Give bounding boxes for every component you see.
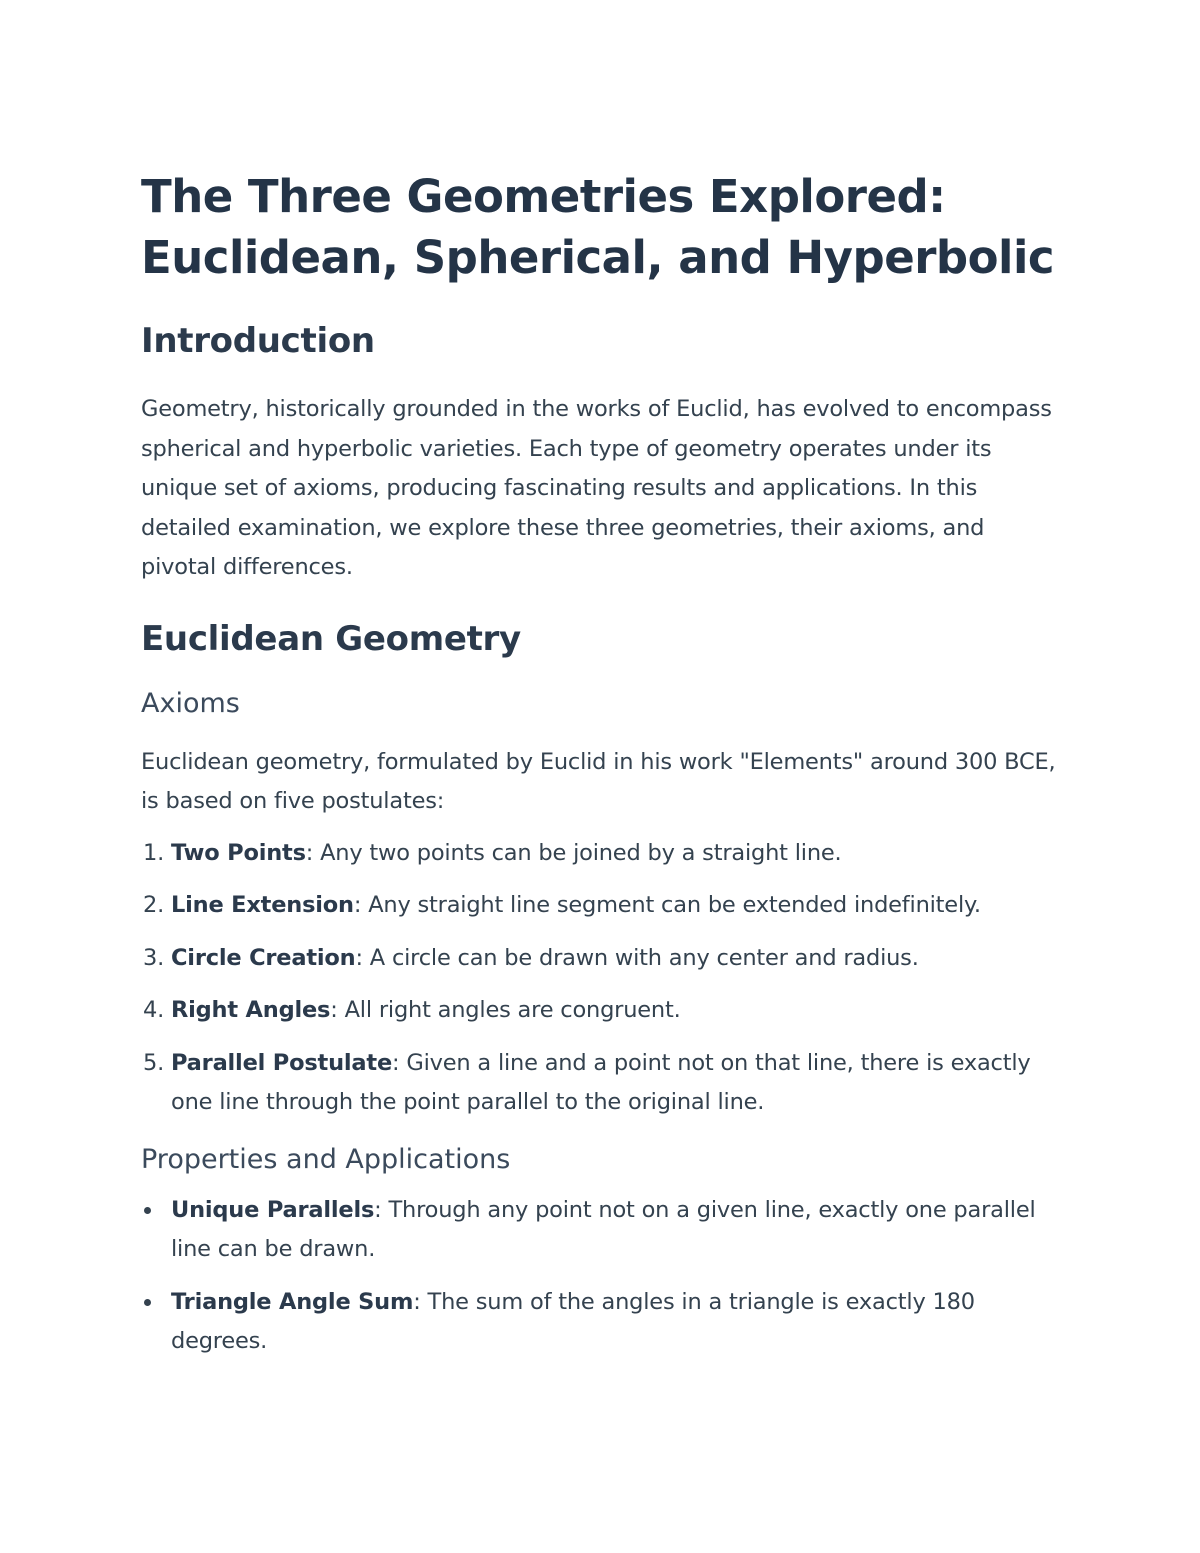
list-item-term: Line Extension [171, 892, 354, 918]
axioms-heading: Axioms [141, 687, 240, 719]
list-item-text: : Given a line and a point not on that line, there is exactly one line through the point parallel to the original line. [171, 1049, 1031, 1115]
list-item [141, 886, 1061, 926]
list-item [141, 1191, 1061, 1270]
axioms-paragraph: Euclidean geometry, formulated by Euclid in his work "Elements" around 300 BCE, is based on five postulates: [141, 748, 1056, 814]
properties-heading: Properties and Applications [141, 1143, 511, 1175]
list-number: 2. [143, 892, 165, 918]
list-item-term: Circle Creation [171, 944, 356, 971]
list-item-text: : Through any point not on a given line, exactly one parallel line can be drawn. [171, 1196, 1036, 1262]
bullet-icon [144, 1299, 151, 1306]
list-number: 4. [143, 997, 165, 1023]
list-item [141, 1283, 1061, 1362]
list-item-text: : Any straight line segment can be extended indefinitely. [353, 892, 981, 918]
list-item-term: Two Points [171, 839, 306, 866]
list-item [141, 991, 1061, 1031]
list-item-text: : A circle can be drawn with any center and radius. [355, 944, 919, 971]
introduction-paragraph: Geometry, historically grounded in the works of Euclid, has evolved to encompass spherical and hyperbolic varieties. Each type of geometry operates under its unique set of axioms, producing fascinating results and applications. In this detailed examination, we explore these three geometries, their axioms, and pivotal differences. [141, 396, 1052, 580]
list-item-text: : All right angles are congruent. [330, 997, 681, 1023]
list-item [141, 939, 1061, 979]
list-item-term: Triangle Angle Sum [171, 1288, 414, 1315]
properties-list [141, 1191, 1061, 1362]
document-title [141, 166, 1061, 288]
list-item-term: Parallel Postulate [171, 1049, 393, 1076]
euclidean-heading: Euclidean Geometry [141, 618, 521, 659]
title-line-2: Euclidean, Spherical, and Hyperbolic [141, 231, 1055, 284]
list-item-text: : The sum of the angles in a triangle is exactly 180 degrees. [171, 1288, 975, 1354]
list-number: 1. [143, 839, 165, 866]
list-item [141, 834, 1061, 874]
title-line-1: The Three Geometries Explored: [141, 170, 946, 223]
list-number: 5. [143, 1049, 165, 1076]
introduction-heading: Introduction [141, 321, 375, 361]
list-item [141, 1044, 1061, 1123]
list-item-term: Unique Parallels [171, 1196, 375, 1223]
document-page [141, 166, 1061, 1375]
list-item-term: Right Angles [171, 997, 331, 1023]
list-item-text: : Any two points can be joined by a straight line. [305, 839, 842, 866]
postulates-list [141, 834, 1061, 1123]
bullet-icon [144, 1207, 151, 1214]
list-number: 3. [143, 944, 165, 971]
